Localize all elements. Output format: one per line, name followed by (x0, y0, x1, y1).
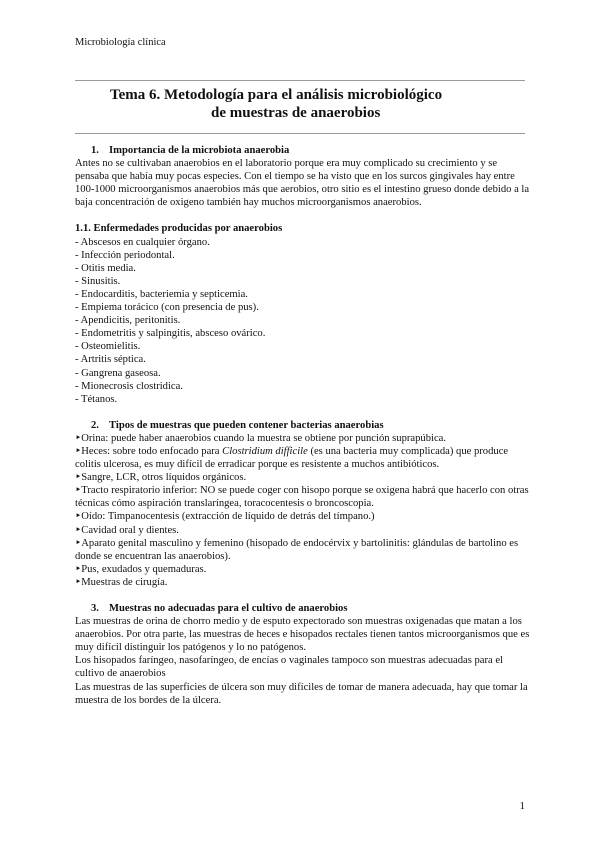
section-3-title: Muestras no adecuadas para el cultivo de anaerobios (109, 603, 348, 614)
document-body (75, 144, 530, 707)
section-3-paragraph: Las muestras de orina de chorro medio y de esputo expectorado son muestras oxigenadas que matan a los anaerobios. Por otra parte, las muestras de heces e hisopados rectales tienen tantos microorganismos que es muy difícil distinguir los patógenos y lo no patógenos. (75, 616, 530, 654)
disease-list-item: - Gangrena gaseosa. (75, 367, 161, 379)
diseases-list (75, 236, 530, 406)
page-title (75, 86, 525, 122)
sample-type-list-item: ‣Sangre, LCR, otros líquidos orgánicos. (75, 472, 247, 484)
sample-type-list-item: ‣Aparato genital masculino y femenino (hisopado de endocérvix y bartolinitis: glándulas de bartolino es donde se encuentran las anaerobios). (75, 537, 519, 562)
disease-list-item: - Apendicitis, peritonitis. (75, 315, 181, 327)
section-1-number: 1. (91, 145, 99, 156)
section-3-number: 3. (91, 603, 99, 614)
sample-types-list (75, 432, 530, 589)
section-3-text (75, 615, 530, 707)
title-bottom-rule (75, 133, 525, 134)
disease-list-item: - Artritis séptica. (75, 354, 146, 366)
disease-list-item: - Abscesos en cualquier órgano. (75, 236, 210, 248)
running-header: Microbiología clínica (75, 37, 166, 48)
sample-type-list-item: ‣Orina: puede haber anaerobios cuando la muestra se obtiene por punción suprapúbica. (75, 432, 447, 444)
sample-type-list-item: ‣Oído: Timpanocentesis (extracción de líquido de detrás del tímpano.) (75, 511, 375, 523)
sample-type-list-item: ‣Muestras de cirugía. (75, 576, 168, 588)
section-2-number: 2. (91, 419, 99, 431)
title-line-2: de muestras de anaerobios (211, 105, 381, 121)
section-1-heading (75, 144, 530, 157)
disease-list-item: - Otitis media. (75, 262, 136, 274)
section-1-1-heading: 1.1. Enfermedades producidas por anaerobios (75, 223, 283, 235)
sample-type-list-item: ‣Heces: sobre todo enfocado para Clostridium difficile (es una bacteria muy complicada) que produce colitis ulcerosa, es muy difícil de erradicar porque es resistente a muchos antibióticos. (75, 445, 509, 471)
section-2-heading (75, 419, 530, 432)
sample-type-list-item: ‣Tracto respiratorio inferior: NO se puede coger con hisopo porque se oxigena habrá que hacerlo con otras técnicas cómo aspiración translaríngea, toracocentesis o broncoscopia. (75, 485, 529, 510)
disease-list-item: - Osteomielitis. (75, 341, 141, 353)
species-name: Clostridium difficile (222, 445, 308, 457)
disease-list-item: - Mionecrosis clostridica. (75, 380, 183, 392)
disease-list-item: - Infección periodontal. (75, 249, 175, 261)
section-1-paragraph: Antes no se cultivaban anaerobios en el laboratorio porque era muy complicado su crecimiento y se pensaba que había muy pocas especies. Con el tiempo se ha visto que en los surcos gingivales hay entre 100-1000 microorganismos anaerobios más que aerobios, otro sitio es el intestino grueso donde debido a la baja concentración de oxigeno también hay muchos microorganismos anaerobios. (75, 158, 530, 209)
section-3-paragraph: Las muestras de las superficies de úlcera son muy difíciles de tomar de manera adecuada, hay que tomar la muestra de los bordes de la úlcera. (75, 681, 528, 706)
title-line-1: Tema 6. Metodología para el análisis microbiológico (110, 87, 443, 103)
section-3-heading (75, 602, 530, 615)
title-top-rule (75, 80, 525, 81)
section-1-title: Importancia de la microbiota anaerobia (109, 145, 290, 156)
disease-list-item: - Empiema torácico (con presencia de pus). (75, 302, 259, 314)
sample-type-list-item: ‣Cavidad oral y dientes. (75, 524, 179, 536)
disease-list-item: - Sinusitis. (75, 275, 121, 287)
section-3-paragraph: Los hisopados faríngeo, nasofaríngeo, de encías o vaginales tampoco son muestras adecuadas para el cultivo de anaerobios (75, 655, 504, 680)
disease-list-item: - Endocarditis, bacteriemia y septicemia. (75, 288, 248, 300)
disease-list-item: - Tétanos. (75, 393, 118, 405)
disease-list-item: - Endometritis y salpingitis, absceso ovárico. (75, 328, 266, 340)
page-number: 1 (519, 800, 525, 812)
section-2-title: Tipos de muestras que pueden contener bacterias anaerobias (109, 419, 384, 431)
sample-type-list-item: ‣Pus, exudados y quemaduras. (75, 563, 207, 575)
